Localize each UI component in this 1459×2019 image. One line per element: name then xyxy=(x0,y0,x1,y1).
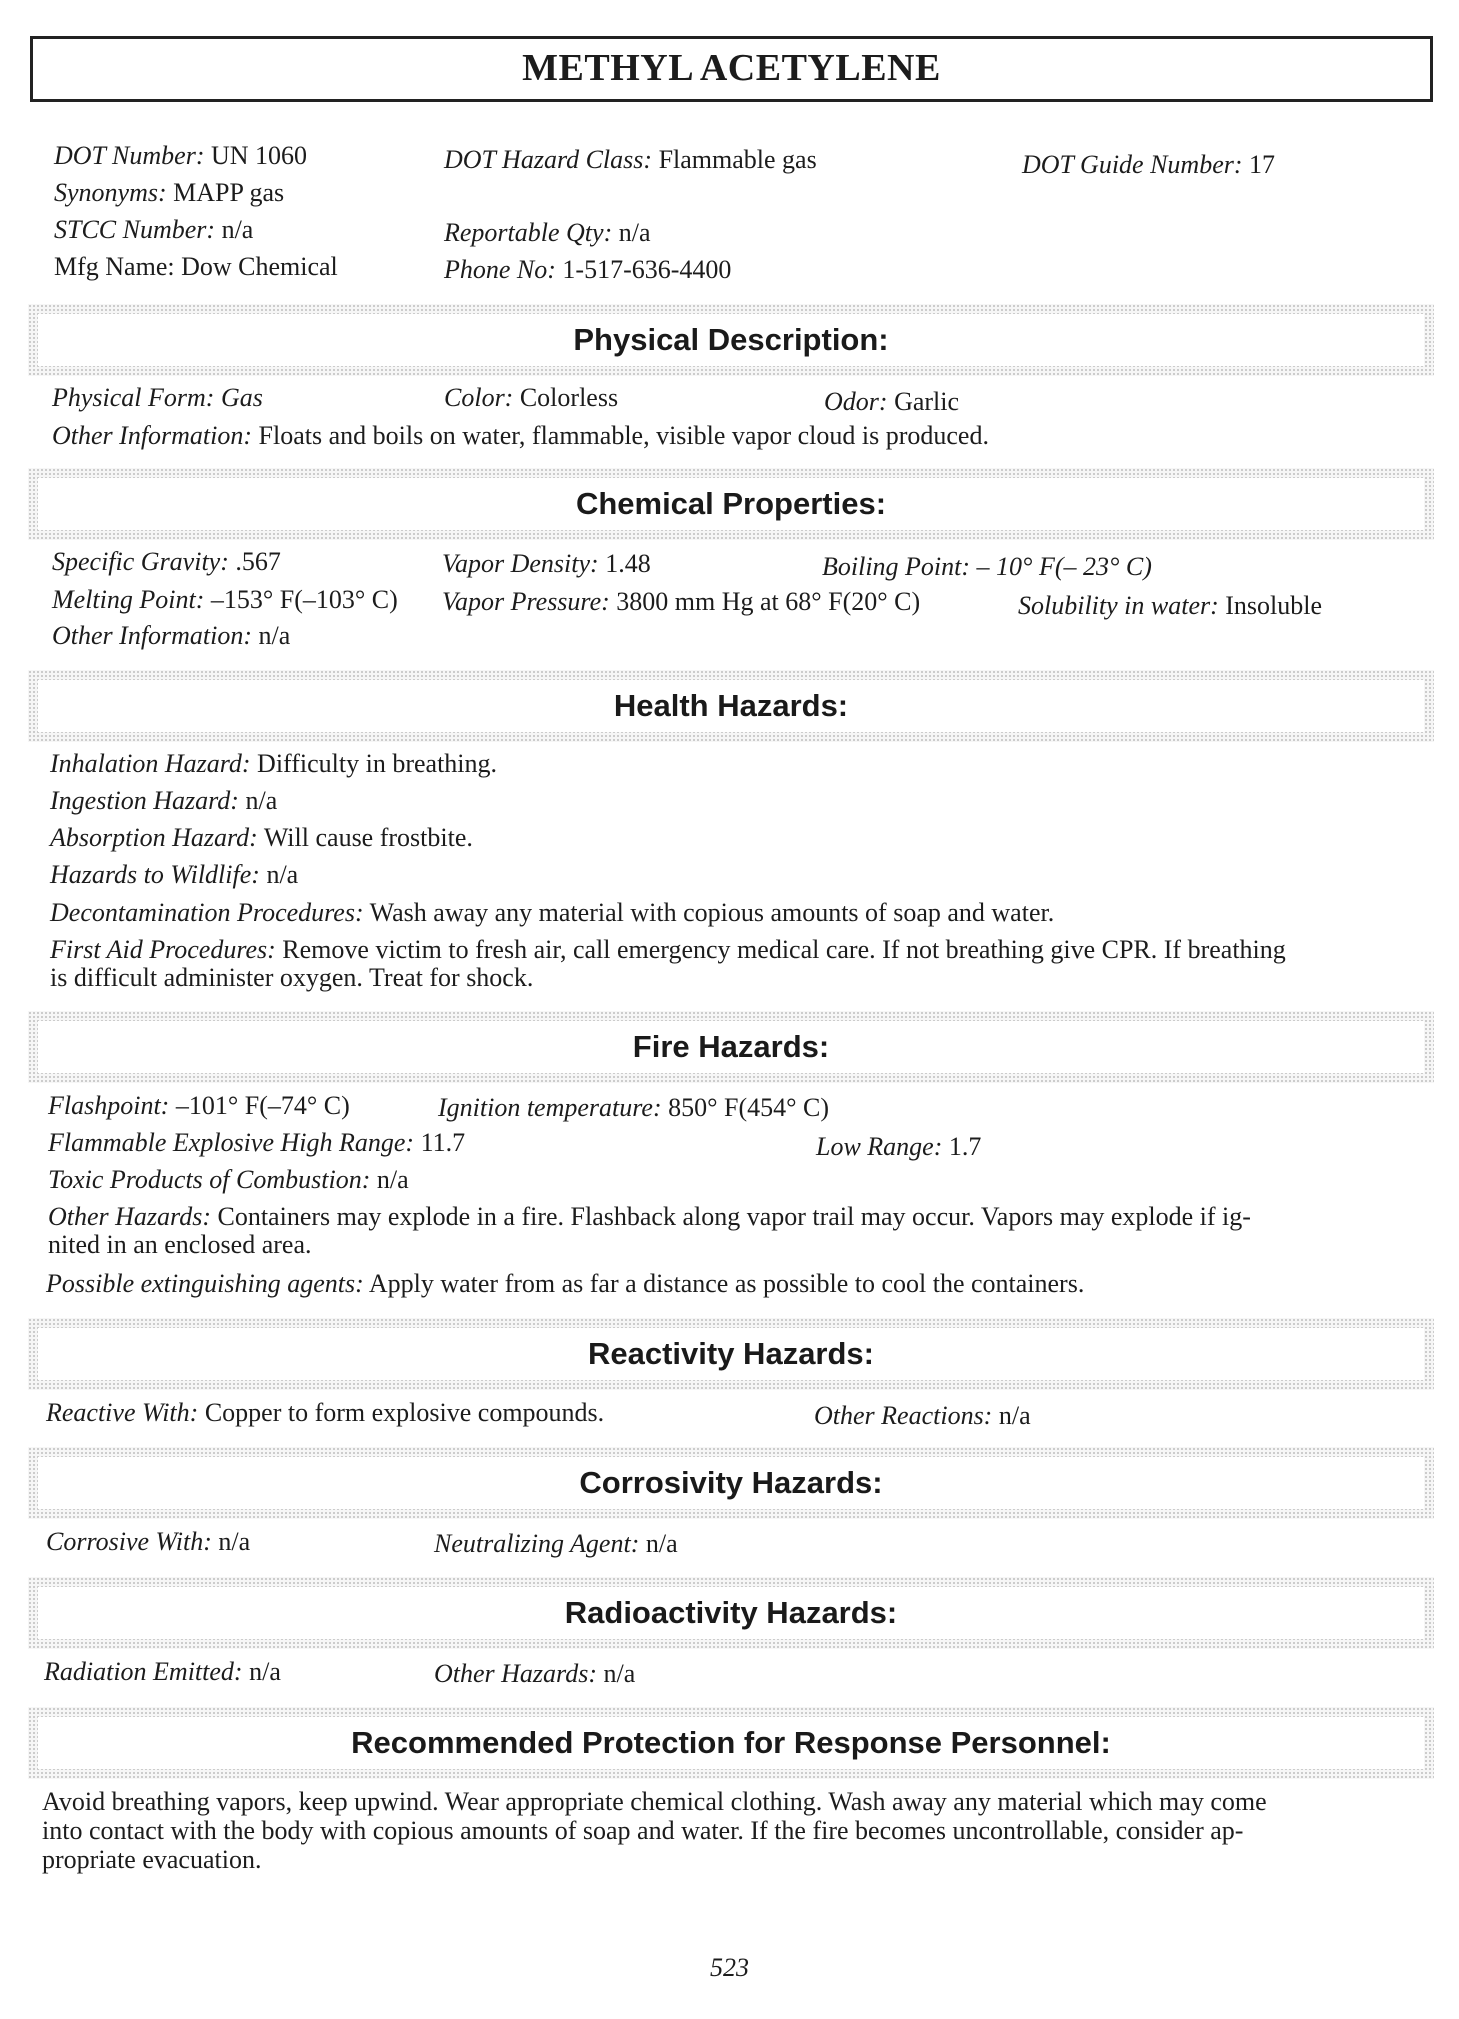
radiation-emitted-field xyxy=(44,1656,281,1687)
specific-gravity-value: .567 xyxy=(235,547,281,576)
toxic-products-value: n/a xyxy=(376,1165,409,1194)
mfg-name-label: Mfg Name: xyxy=(54,252,175,281)
protection-text-line2: into contact with the body with copious amounts of soap and water. If the fire becomes uncontrollable, consider ap- xyxy=(42,1816,1244,1845)
fire-other-hazards-value-line2: nited in an enclosed area. xyxy=(48,1230,312,1259)
melting-point-value: –153° F(–103° C) xyxy=(210,585,398,614)
phone-no-value: 1-517-636-4400 xyxy=(562,255,732,284)
inhalation-hazard-value: Difficulty in breathing. xyxy=(257,749,498,778)
dot-guide-number-label: DOT Guide Number: xyxy=(1022,150,1243,179)
reportable-qty-value: n/a xyxy=(618,218,651,247)
dot-guide-number-value: 17 xyxy=(1249,150,1276,179)
vapor-density-value: 1.48 xyxy=(605,549,651,578)
radiation-emitted-label: Radiation Emitted: xyxy=(44,1657,243,1686)
radio-other-hazards-label: Other Hazards: xyxy=(434,1659,597,1688)
other-reactions-field xyxy=(814,1400,1031,1431)
chemical-properties-heading: Chemical Properties: xyxy=(575,486,887,522)
physical-description-banner xyxy=(28,304,1434,376)
absorption-hazard-field xyxy=(50,822,473,853)
chemical-other-info-field xyxy=(52,620,290,651)
first-aid-continuation xyxy=(50,962,533,993)
ingestion-hazard-value: n/a xyxy=(245,786,278,815)
mfg-name-field xyxy=(54,251,338,282)
phone-no-field xyxy=(444,254,731,285)
odor-field xyxy=(824,386,959,417)
specific-gravity-label: Specific Gravity: xyxy=(52,547,229,576)
protection-banner xyxy=(28,1707,1434,1779)
chemical-other-info-value: n/a xyxy=(258,621,291,650)
extinguishing-agents-field xyxy=(46,1268,1084,1299)
dot-number-field xyxy=(54,140,307,171)
vapor-pressure-label: Vapor Pressure: xyxy=(442,587,610,616)
reactivity-hazards-banner xyxy=(28,1318,1434,1390)
page-number: 523 xyxy=(710,1953,749,1982)
health-hazards-banner xyxy=(28,670,1434,742)
radio-other-hazards-field xyxy=(434,1658,635,1689)
radioactivity-hazards-banner xyxy=(28,1577,1434,1649)
physical-form-label: Physical Form: Gas xyxy=(52,383,263,412)
radiation-emitted-value: n/a xyxy=(249,1657,281,1686)
neutralizing-agent-field xyxy=(434,1528,678,1559)
melting-point-field xyxy=(52,584,398,615)
radio-other-hazards-value: n/a xyxy=(603,1659,636,1688)
flashpoint-label: Flashpoint: xyxy=(48,1091,170,1120)
health-hazards-heading: Health Hazards: xyxy=(613,688,849,724)
chemical-properties-banner xyxy=(28,468,1434,540)
wildlife-hazard-field xyxy=(50,859,298,890)
physical-other-info-value: Floats and boils on water, flammable, visible vapor cloud is produced. xyxy=(258,421,989,450)
extinguishing-agents-label: Possible extinguishing agents: xyxy=(46,1269,364,1298)
low-range-field xyxy=(816,1131,981,1162)
solubility-label: Solubility in water: xyxy=(1018,591,1219,620)
title-box xyxy=(30,36,1433,102)
ingestion-hazard-label: Ingestion Hazard: xyxy=(50,786,239,815)
mfg-name-value: Dow Chemical xyxy=(181,252,338,281)
boiling-point-label: Boiling Point: xyxy=(822,552,971,581)
corrosive-with-field xyxy=(46,1526,250,1557)
physical-other-info-label: Other Information: xyxy=(52,421,253,450)
color-label: Color: xyxy=(444,383,514,412)
first-aid-field xyxy=(50,934,1286,965)
reactive-with-field xyxy=(46,1397,604,1428)
fire-other-hazards-value: Containers may explode in a fire. Flashback along vapor trail may occur. Vapors may explode if ig- xyxy=(217,1202,1251,1231)
ingestion-hazard-field xyxy=(50,785,277,816)
dot-hazard-class-value: Flammable gas xyxy=(658,145,817,174)
specific-gravity-field xyxy=(52,546,281,577)
vapor-pressure-value: 3800 mm Hg at 68° F(20° C) xyxy=(616,587,921,616)
ignition-temperature-label: Ignition temperature: xyxy=(438,1093,662,1122)
flammable-high-range-label: Flammable Explosive High Range: xyxy=(48,1128,415,1157)
flammable-high-range-field xyxy=(48,1127,465,1158)
fire-hazards-banner xyxy=(28,1011,1434,1083)
flammable-high-range-value: 11.7 xyxy=(420,1128,466,1157)
protection-text-line1: Avoid breathing vapors, keep upwind. Wear appropriate chemical clothing. Wash away any material which may come xyxy=(42,1787,1267,1816)
physical-description-heading: Physical Description: xyxy=(573,322,889,358)
first-aid-label: First Aid Procedures: xyxy=(50,935,276,964)
reportable-qty-label: Reportable Qty: xyxy=(444,218,613,247)
dot-number-label: DOT Number: xyxy=(54,141,205,170)
synonyms-label: Synonyms: xyxy=(54,178,167,207)
dot-guide-number-field xyxy=(1022,149,1275,180)
vapor-density-field xyxy=(442,548,651,579)
neutralizing-agent-value: n/a xyxy=(645,1529,678,1558)
low-range-value: 1.7 xyxy=(948,1132,982,1161)
color-field xyxy=(444,382,618,413)
absorption-hazard-label: Absorption Hazard: xyxy=(50,823,258,852)
protection-text-line3: propriate evacuation. xyxy=(42,1845,262,1874)
dot-hazard-class-field xyxy=(444,144,817,175)
inhalation-hazard-label: Inhalation Hazard: xyxy=(50,749,251,778)
solubility-value: Insoluble xyxy=(1225,591,1323,620)
fire-other-hazards-field xyxy=(48,1201,1251,1232)
first-aid-value: Remove victim to fresh air, call emergency medical care. If not breathing give CPR. If breathing xyxy=(282,935,1286,964)
toxic-products-label: Toxic Products of Combustion: xyxy=(48,1165,371,1194)
stcc-number-field xyxy=(54,214,253,245)
wildlife-hazard-value: n/a xyxy=(266,860,299,889)
reactive-with-value: Copper to form explosive compounds. xyxy=(204,1398,605,1427)
vapor-pressure-field xyxy=(442,586,920,617)
protection-heading: Recommended Protection for Response Personnel: xyxy=(351,1725,1111,1761)
flashpoint-value: –101° F(–74° C) xyxy=(175,1091,350,1120)
boiling-point-value: – 10° F(– 23° C) xyxy=(976,552,1152,581)
synonyms-field xyxy=(54,177,284,208)
odor-label: Odor: xyxy=(824,387,888,416)
color-value: Colorless xyxy=(519,383,619,412)
corrosivity-hazards-banner xyxy=(28,1447,1434,1519)
stcc-number-label: STCC Number: xyxy=(54,215,216,244)
flashpoint-field xyxy=(48,1090,350,1121)
synonyms-value: MAPP gas xyxy=(173,178,285,207)
other-reactions-label: Other Reactions: xyxy=(814,1401,993,1430)
vapor-density-label: Vapor Density: xyxy=(442,549,599,578)
physical-form-field xyxy=(52,382,263,413)
reactivity-hazards-heading: Reactivity Hazards: xyxy=(587,1336,874,1372)
melting-point-label: Melting Point: xyxy=(52,585,205,614)
inhalation-hazard-field xyxy=(50,748,497,779)
reactive-with-label: Reactive With: xyxy=(46,1398,199,1427)
fire-other-hazards-continuation xyxy=(48,1229,312,1260)
stcc-number-value: n/a xyxy=(221,215,254,244)
decontamination-field xyxy=(50,897,1054,928)
corrosivity-hazards-heading: Corrosivity Hazards: xyxy=(579,1465,883,1501)
boiling-point-field xyxy=(822,551,1152,582)
first-aid-value-line2: is difficult administer oxygen. Treat for shock. xyxy=(50,963,534,992)
toxic-products-field xyxy=(48,1164,409,1195)
low-range-label: Low Range: xyxy=(816,1132,943,1161)
absorption-hazard-value: Will cause frostbite. xyxy=(263,823,473,852)
fire-other-hazards-label: Other Hazards: xyxy=(48,1202,211,1231)
decontamination-label: Decontamination Procedures: xyxy=(50,898,364,927)
ignition-temperature-field xyxy=(438,1092,829,1123)
corrosive-with-value: n/a xyxy=(218,1527,251,1556)
page-title: METHYL ACETYLENE xyxy=(522,47,941,90)
decontamination-value: Wash away any material with copious amounts of soap and water. xyxy=(369,898,1055,927)
fire-hazards-heading: Fire Hazards: xyxy=(632,1029,830,1065)
phone-no-label: Phone No: xyxy=(444,255,556,284)
chemical-other-info-label: Other Information: xyxy=(52,621,253,650)
ignition-temperature-value: 850° F(454° C) xyxy=(668,1093,830,1122)
wildlife-hazard-label: Hazards to Wildlife: xyxy=(50,860,260,889)
dot-number-value: UN 1060 xyxy=(210,141,308,170)
corrosive-with-label: Corrosive With: xyxy=(46,1527,212,1556)
radioactivity-hazards-heading: Radioactivity Hazards: xyxy=(564,1595,898,1631)
dot-hazard-class-label: DOT Hazard Class: xyxy=(444,145,653,174)
neutralizing-agent-label: Neutralizing Agent: xyxy=(434,1529,640,1558)
extinguishing-agents-value: Apply water from as far a distance as possible to cool the containers. xyxy=(368,1269,1085,1298)
reportable-qty-field xyxy=(444,217,651,248)
odor-value: Garlic xyxy=(894,387,960,416)
solubility-field xyxy=(1018,590,1322,621)
physical-other-info-field xyxy=(52,420,989,451)
other-reactions-value: n/a xyxy=(998,1401,1031,1430)
